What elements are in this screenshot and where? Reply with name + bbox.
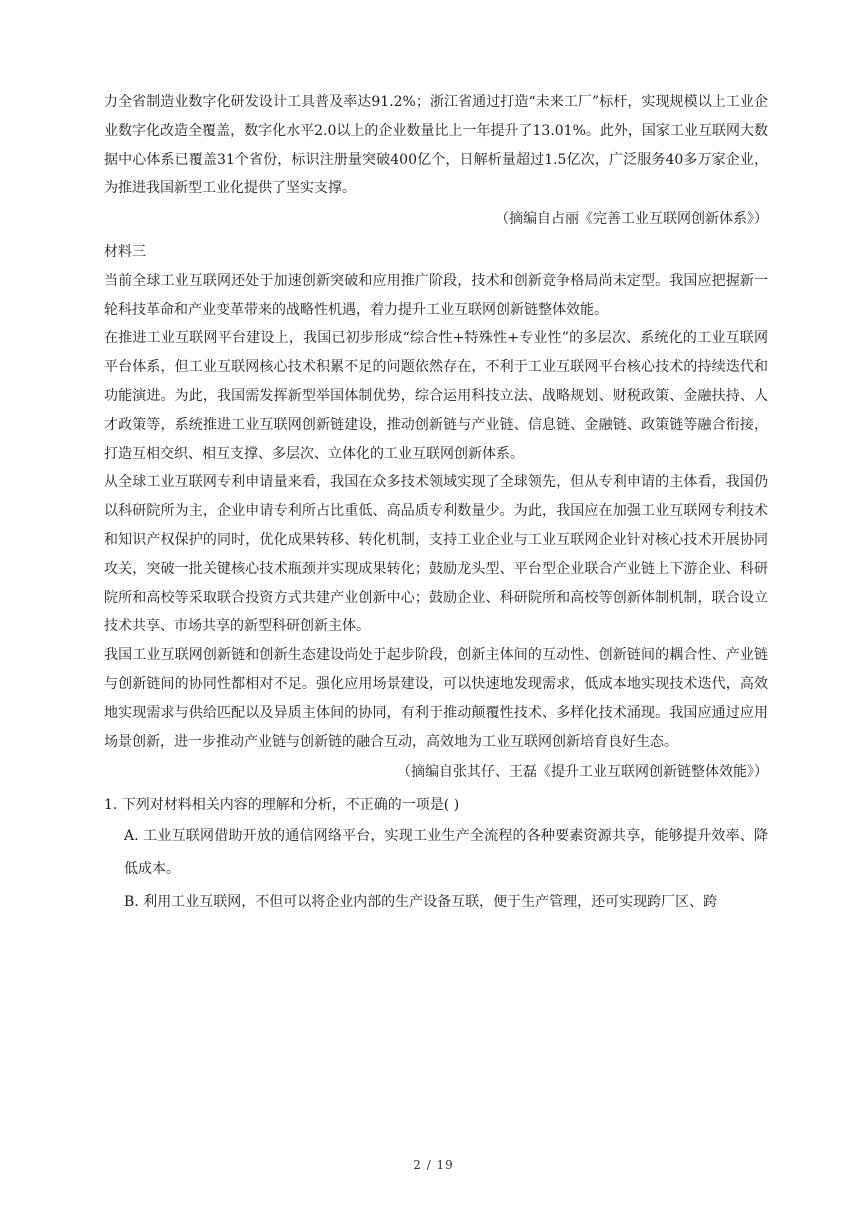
paragraph-patent-application: 从全球工业互联网专利申请量来看，我国在众多技术领域实现了全球领先，但从专利申请的主体看，我国仍以科研院所为主，企业申请专利所占比重低、高品质专利数量少。为此，我国应在加强工业互联网专利技术和知识产权保护的同时，优化成果转移、转化机制，支持工业企业与工业互联网企业针对核心技术开展协同攻关，突破一批关键核心技术瓶颈并实现成果转化；鼓励龙头型、平台型企业联合产业链上下游企业、科研院所和高校等采取联合投资方式共建产业创新中心；鼓励企业、科研院所和高校等创新体制机制，联合设立技术共享、市场共享的新型科研创新主体。: [104, 474, 768, 635]
paragraph-material-two-end: 力全省制造业数字化研发设计工具普及率达91.2%；浙江省通过打造“未来工厂”标杆，实现规模以上工业企业数字化改造全覆盖，数字化水平2.0以上的企业数量比上一年提升了13.01%。此外，国家工业互联网大数据中心体系已覆盖31个省份，标识注册量突破400亿个，日解析量超过1.5亿次，广泛服务40多万家企业，为推进我国新型工业化提供了坚实支撑。: [104, 94, 768, 197]
question-option-a: A. 工业互联网借助开放的通信网络平台，实现工业生产全流程的各种要素资源共享，能够提升效率、降低成本。: [124, 827, 768, 877]
page-content: [104, 88, 768, 919]
paragraph-material-three-intro: 当前全球工业互联网还处于加速创新突破和应用推广阶段，技术和创新竞争格局尚未定型。我国应把握新一轮科技革命和产业变革带来的战略性机遇，着力提升工业互联网创新链整体效能。: [104, 272, 768, 318]
citation-material-three: （摘编自张其仔、王磊《提升工业互联网创新链整体效能》）: [397, 764, 768, 781]
paragraph-innovation-ecosystem: 我国工业互联网创新链和创新生态建设尚处于起步阶段，创新主体间的互动性、创新链间的耦合性、产业链与创新链间的协同性都相对不足。强化应用场景建设，可以快速地发现需求，低成本地实现技术迭代，高效地实现需求与供给匹配以及异质主体间的协同，有利于推动颠覆性技术、多样化技术涌现。我国应通过应用场景创新，进一步推动产业链与创新链的融合互动，高效地为工业互联网创新培育良好生态。: [104, 647, 768, 750]
question-stem: 1. 下列对材料相关内容的理解和分析，不正确的一项是( ): [104, 797, 460, 814]
material-three-heading: 材料三: [104, 243, 146, 260]
paragraph-platform-construction: 在推进工业互联网平台建设上，我国已初步形成“综合性+特殊性+专业性”的多层次、系统化的工业互联网平台体系，但工业互联网核心技术积累不足的问题依然存在，不利于工业互联网平台核心技术的持续迭代和功能演进。为此，我国需发挥新型举国体制优势，综合运用科技立法、战略规划、财税政策、金融扶持、人才政策等，系统推进工业互联网创新链建设，推动创新链与产业链、信息链、金融链、政策链等融合衔接，打造互相交织、相互支撑、多层次、立体化的工业互联网创新体系。: [104, 330, 768, 462]
page-number: 2 / 19: [413, 1158, 454, 1172]
citation-material-two: （摘编自占丽《完善工业互联网创新体系》）: [495, 211, 768, 228]
question-option-b: B. 利用工业互联网，不但可以将企业内部的生产设备互联，便于生产管理，还可实现跨厂区、跨: [124, 893, 718, 910]
